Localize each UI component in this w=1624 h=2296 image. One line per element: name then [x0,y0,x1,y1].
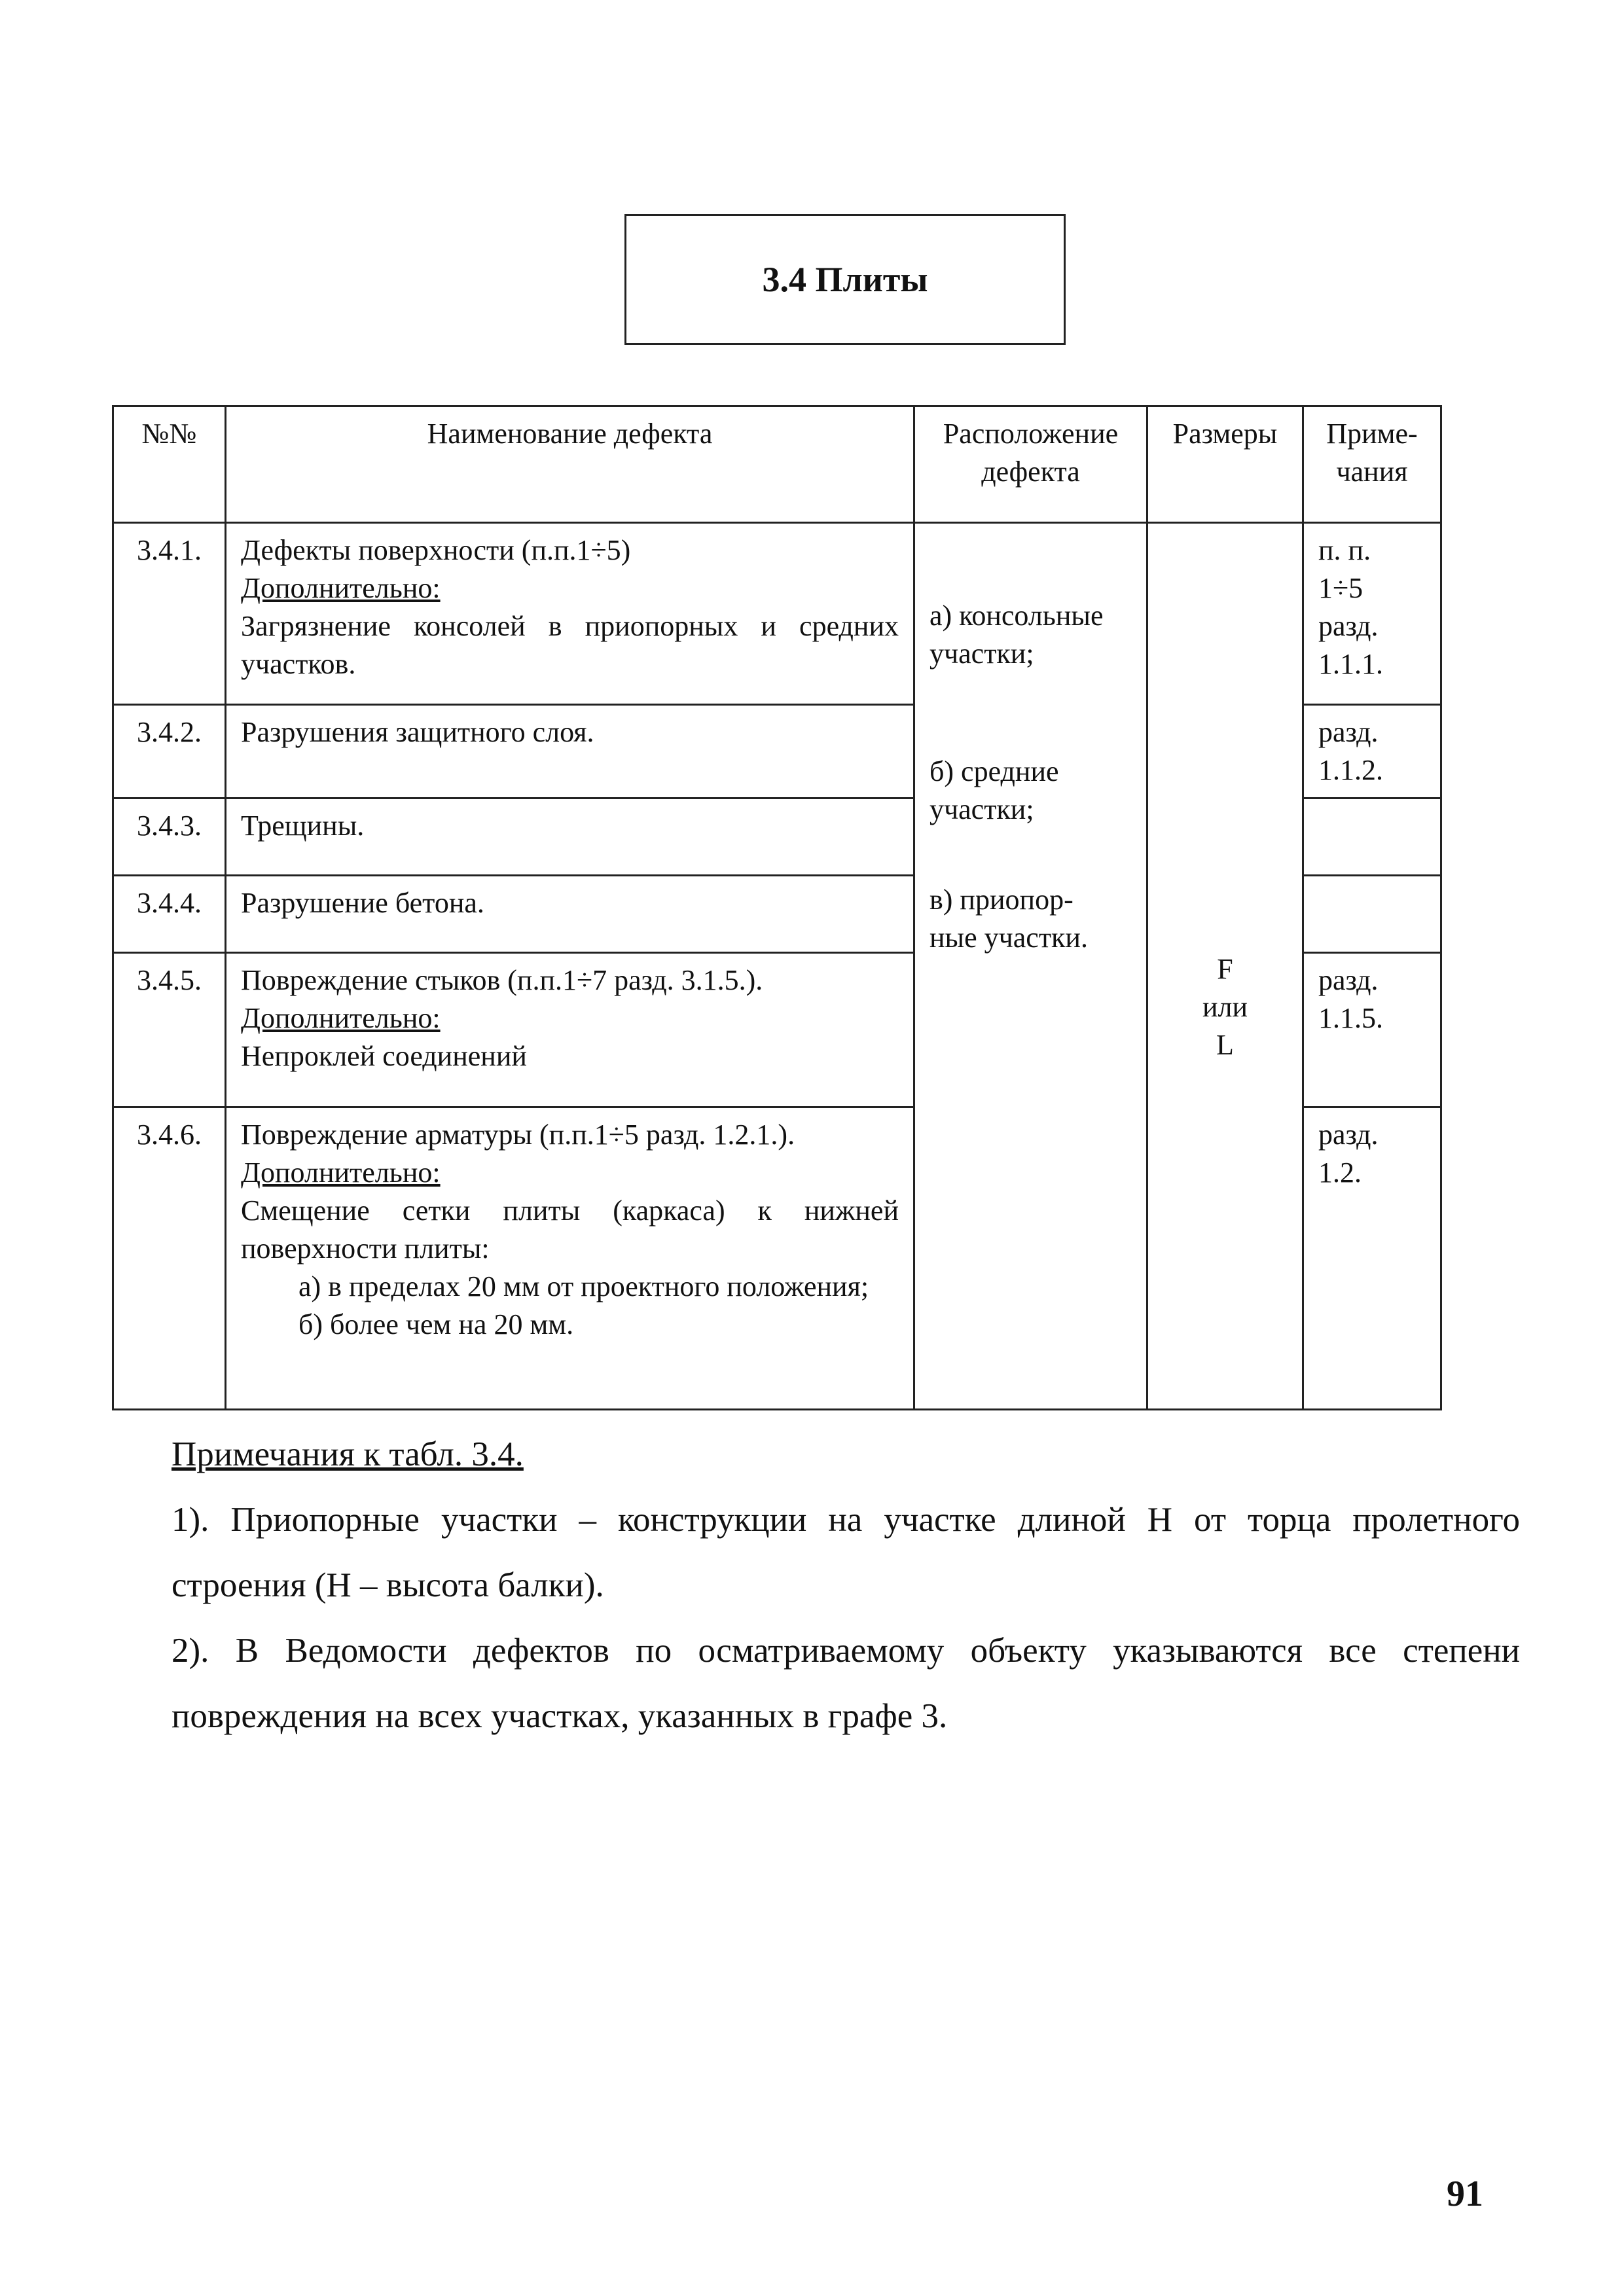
note-1: 1). Приопорные участки – конструкции на участке длиной Н от торца пролетного строения (Н – высота балки). [171,1501,1520,1604]
row-defect-name: Повреждение арматуры (п.п.1÷5 разд. 1.2.1.). Дополнительно: Смещение сетки плиты (каркаса) к нижней поверхности плиты: а) в пределах 20 мм от проектного положения; б) более чем на 20 мм. [226,1107,914,1410]
row-defect-name: Трещины. [226,798,914,876]
row-number: 3.4.5. [113,953,226,1107]
sizes-cell: F или L [1147,523,1303,1410]
page-number: 91 [1447,2174,1483,2214]
row-number: 3.4.2. [113,705,226,798]
row-note: разд. 1.1.5. [1303,953,1441,1107]
row-note: разд. 1.1.2. [1303,705,1441,798]
defects-table [112,405,1442,1410]
header-num: №№ [113,406,226,523]
header-sizes: Размеры [1147,406,1303,523]
row-number: 3.4.1. [113,523,226,705]
row-defect-name: Разрушения защитного слоя. [226,705,914,798]
row-number: 3.4.4. [113,876,226,953]
row-defect-name: Повреждение стыков (п.п.1÷7 разд. 3.1.5.). Дополнительно: Непроклей соединений [226,953,914,1107]
row-number: 3.4.6. [113,1107,226,1410]
row-number: 3.4.3. [113,798,226,876]
table-row [113,523,1441,705]
table-header-row [113,406,1441,523]
header-notes: Приме- чания [1303,406,1441,523]
header-location: Расположение дефекта [914,406,1147,523]
table-notes [171,1422,1520,1749]
header-name: Наименование дефекта [226,406,914,523]
row-note [1303,876,1441,953]
row-note: п. п. 1÷5 разд. 1.1.1. [1303,523,1441,705]
section-title [624,214,1066,345]
section-title-text: 3.4 Плиты [762,260,928,299]
location-cell: а) консольные участки; б) средние участки; в) приопор- ные участки. [914,523,1147,1410]
note-2: 2). В Ведомости дефектов по осматриваемому объекту указываются все степени повреждения на всех участках, указанных в графе 3. [171,1632,1520,1735]
notes-heading: Примечания к табл. 3.4. [171,1435,524,1473]
row-note: разд. 1.2. [1303,1107,1441,1410]
row-defect-name: Разрушение бетона. [226,876,914,953]
row-note [1303,798,1441,876]
row-defect-name: Дефекты поверхности (п.п.1÷5) Дополнительно: Загрязнение консолей в приопорных и средних участков. [226,523,914,705]
